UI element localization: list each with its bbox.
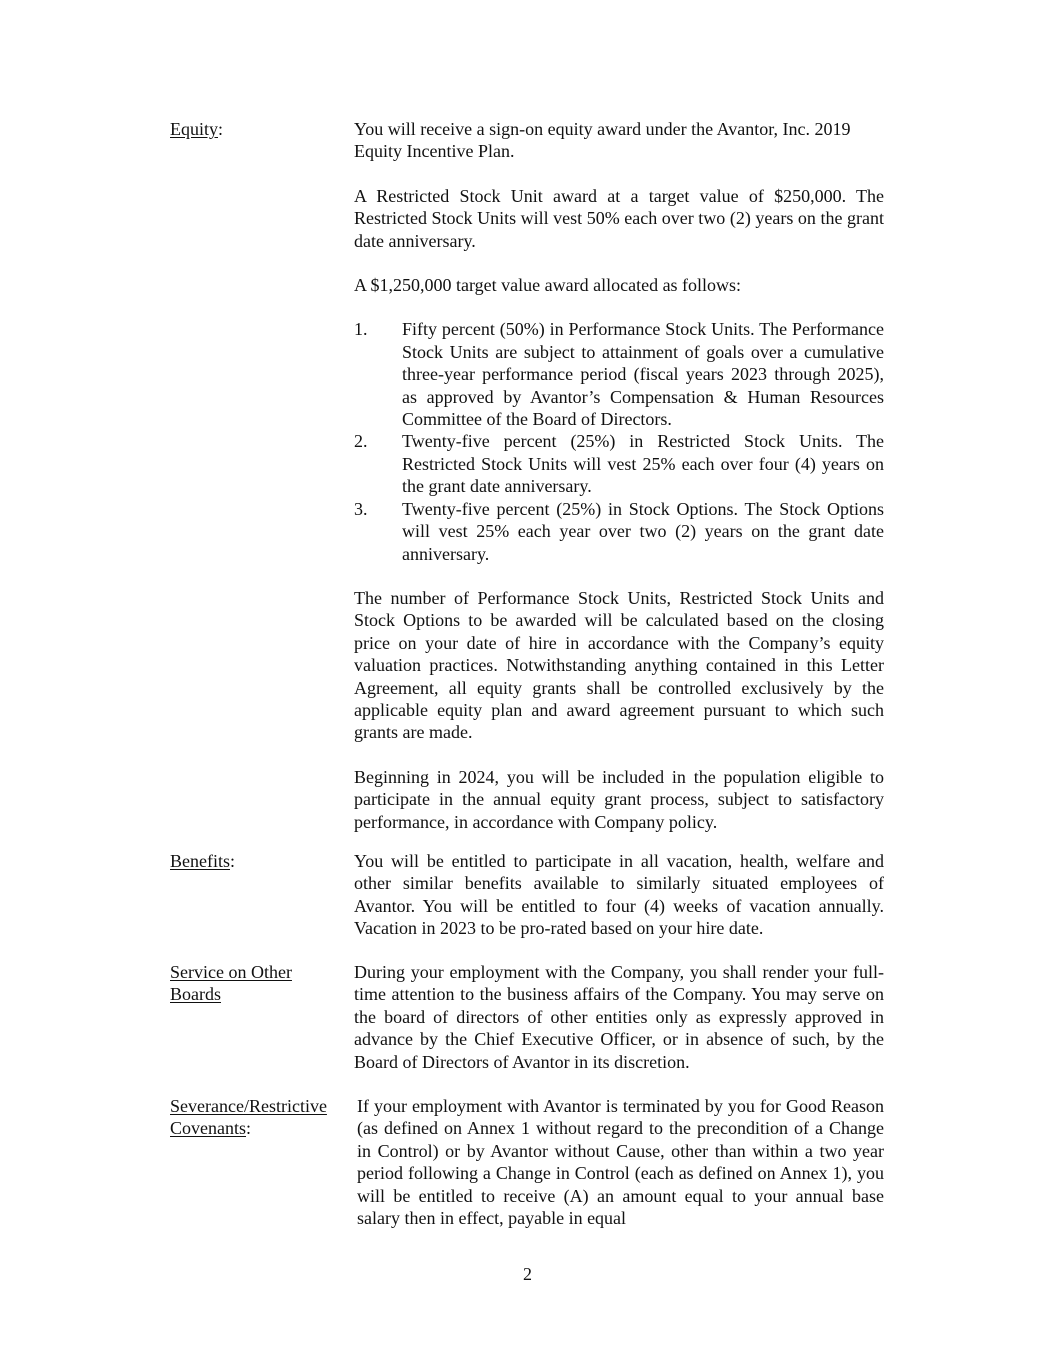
service-content [354,961,884,1073]
list-item: 2. Twenty-five percent (25%) in Restricted Stock Units. The Restricted Stock Units will vest 25% each over four (4) years on the grant date anniversary. [354,431,884,497]
equity-future-grants: Beginning in 2024, you will be included in the population eligible to participate in the annual equity grant process, subject to satisfactory performance, in accordance with Company policy. [354,766,884,832]
service-text: During your employment with the Company, you shall render your full-time attention to the business affairs of the Company. You may serve on the board of directors of other entities only as expressly approved in advance by the Chief Executive Officer, or in absence of such, by the Board of Directors of Avantor in its discretion. [354,962,884,1072]
page-number: 2 [523,1264,532,1284]
equity-target-award: A $1,250,000 target value award allocated as follows: [354,275,742,296]
list-item: 3. Twenty-five percent (25%) in Stock Options. The Stock Options will vest 25% each year over two (2) years on the grant date anniversary. [354,498,884,564]
benefits-content [354,850,884,940]
list-item: 1. Fifty percent (50%) in Performance Stock Units. The Performance Stock Units are subject to attainment of goals over a cumulative three-year performance period (fiscal years 2023 through 2025), as approved by Avantor’s Compensation & Human Resources Committee of the Board of Directors. [354,319,884,430]
benefits-label: Benefits: [170,851,236,871]
severance-text: If your employment with Avantor is terminated by you for Good Reason (as defined on Annex 1 without regard to the precondition of a Change in Control) or by Avantor without Cause, other than within a two year period following a Change in Control (each as defined on Annex 1), you will be entitled to receive (A) an amount equal to your annual base salary then in effect, payable in equal [357,1096,884,1229]
severance-label: Severance/Restrictive Covenants: [170,1096,327,1139]
equity-intro: You will receive a sign-on equity award under the Avantor, Inc. 2019 Equity Incentive Plan. [354,119,851,162]
service-label: Service on Other Boards [170,962,292,1005]
equity-content [354,118,884,833]
benefits-text: You will be entitled to participate in all vacation, health, welfare and other similar benefits available to similarly situated employees of Avantor. You will be entitled to four (4) weeks of vacation annually. Vacation in 2023 to be pro-rated based on your hire date. [354,851,884,939]
equity-rsu-award: A Restricted Stock Unit award at a target value of $250,000. The Restricted Stock Units will vest 50% each over two (2) years on the grant date anniversary. [354,185,884,251]
severance-content [357,1095,884,1229]
equity-calculation: The number of Performance Stock Units, Restricted Stock Units and Stock Options to be awarded will be calculated based on the closing price on your date of hire in accordance with the Company’s equity valuation practices. Notwithstanding anything contained in this Letter Agreement, all equity grants shall be controlled exclusively by the applicable equity plan and award agreement pursuant to which such grants are made. [354,587,884,743]
equity-label: Equity: [170,119,224,139]
equity-allocation-list [354,318,884,564]
